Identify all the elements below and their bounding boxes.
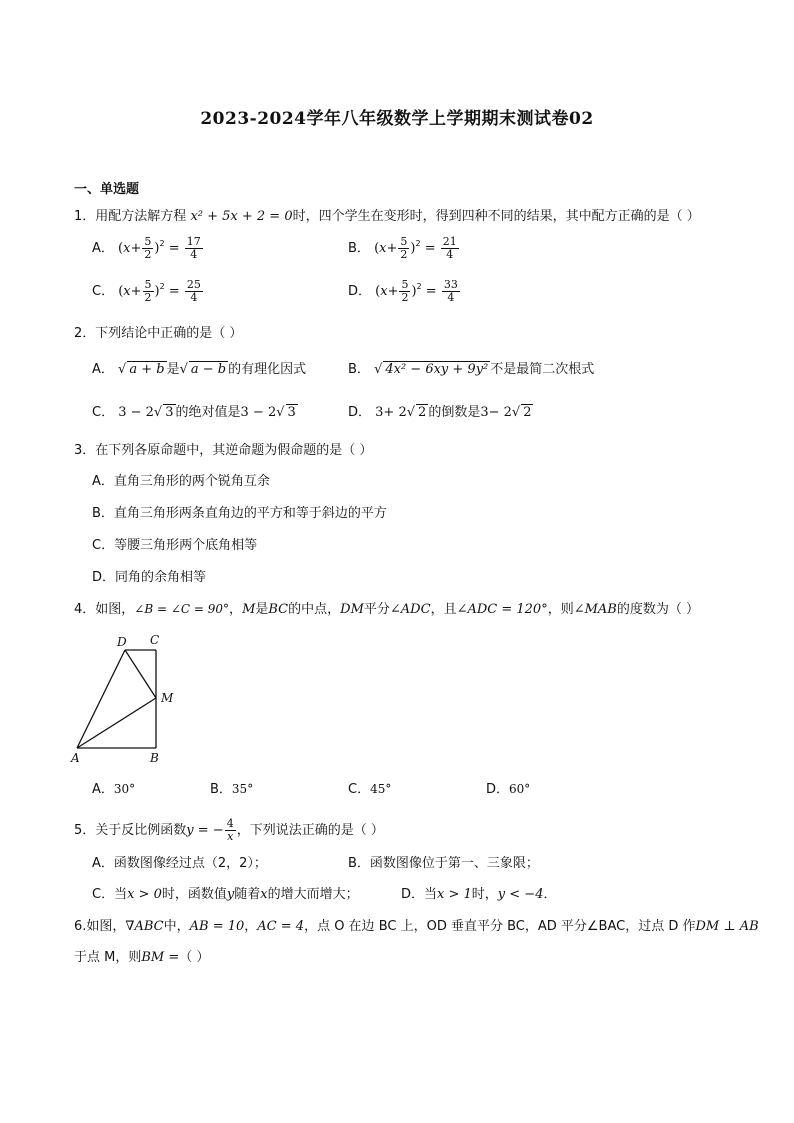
question-4-option-c[interactable]: C．45° <box>348 782 392 797</box>
fraction: $\frac{21}{4}$ <box>442 235 457 261</box>
fraction: $\frac{5}{2}$ <box>144 278 152 304</box>
segment-dm <box>125 650 156 698</box>
question-5-stem: 5．关于反比例函数y = − $\frac{4}{x}$ ，下列说法正确的是（ ） <box>74 817 384 843</box>
option-label: C． <box>92 284 115 299</box>
stem-text: 下列结论中正确的是（ ） <box>95 326 243 341</box>
question-3-option-b[interactable]: B．直角三角形两条直角边的平方和等于斜边的平方 <box>92 506 387 521</box>
radicand: a − b <box>190 362 227 377</box>
question-4-option-b[interactable]: B．35° <box>210 782 254 797</box>
question-2-option-b[interactable]: B． √ 4x² − 6xy + 9y² 不是最简二次根式 <box>348 362 595 377</box>
question-3-option-a[interactable]: A．直角三角形的两个锐角互余 <box>92 474 270 489</box>
stem-text: 时，四个学生在变形时，得到四种不同的结果，其中配方正确的是（ ） <box>292 209 700 224</box>
fraction: $\frac{5}{2}$ <box>400 235 408 261</box>
label-d: D <box>117 635 127 649</box>
question-4-option-a[interactable]: A．30° <box>92 782 136 797</box>
fraction: $\frac{4}{x}$ <box>226 817 234 843</box>
question-4-option-d[interactable]: D．60° <box>486 782 531 797</box>
question-6-stem-line-1: 6.如图，∇ABC中，AB = 10，AC = 4，点 O 在边 BC 上，OD 垂直平分 BC，AD 平分∠BAC，过点 D 作DM ⊥ AB <box>74 919 759 934</box>
question-number: 4． <box>74 602 96 617</box>
label-a: A <box>71 751 80 765</box>
question-4-stem: 4．如图，∠B = ∠C = 90°，M是BC的中点，DM平分∠ADC，且∠ADC = 120°，则∠MAB的度数为（ ） <box>74 602 700 617</box>
question-3-stem <box>74 442 372 460</box>
stem-text: 用配方法解方程 <box>95 209 187 224</box>
option-label: A． <box>92 362 114 377</box>
fraction: $\frac{5}{2}$ <box>144 235 152 261</box>
section-heading: 一、单选题 <box>74 182 140 197</box>
option-label: A． <box>92 241 114 256</box>
question-number: 3． <box>74 443 96 458</box>
page-title: 2023-2024学年八年级数学上学期期末测试卷02 <box>200 109 594 129</box>
question-2-option-a[interactable]: A． √ a + b 是√ a − b 的有理化因式 <box>92 362 307 377</box>
fraction: $\frac{17}{4}$ <box>186 235 201 261</box>
question-2-stem <box>74 325 242 343</box>
option-label: C． <box>92 405 115 420</box>
option-label: D． <box>348 405 372 420</box>
label-c: C <box>150 633 160 647</box>
question-3-option-d[interactable]: D．同角的余角相等 <box>92 570 207 585</box>
question-number: 1． <box>74 209 96 224</box>
question-1-stem <box>74 208 700 226</box>
question-number: 2． <box>74 326 96 341</box>
label-b: B <box>150 751 159 765</box>
question-5-option-b[interactable]: B．函数图像位于第一、三象限； <box>348 856 539 871</box>
label-m: M <box>161 691 174 705</box>
radicand: a + b <box>129 362 165 377</box>
option-label: D． <box>348 284 372 299</box>
question-5-option-a[interactable]: A．函数图像经过点（2，2）； <box>92 856 267 871</box>
equation: x² + 5x + 2 = 0 <box>190 209 293 224</box>
question-1-option-c[interactable]: C． (x+ $\frac{5}{2}$ )$^2$ = $\frac{25}{4}$ <box>92 278 201 304</box>
fraction: $\frac{25}{4}$ <box>186 278 201 304</box>
question-5-option-d[interactable]: D．当x > 1时，y < −4． <box>401 887 557 902</box>
question-3-option-c[interactable]: C．等腰三角形两个底角相等 <box>92 538 258 553</box>
question-1-option-b[interactable]: B． (x+ $\frac{5}{2}$ )$^2$ = $\frac{21}{4}$ <box>348 235 457 261</box>
question-2-option-c[interactable]: C． 3 − 2√ 3 的绝对值是3 − 2√ 3 <box>92 405 296 420</box>
question-number: 5． <box>74 823 96 838</box>
stem-text: 在下列各原命题中，其逆命题为假命题的是（ ） <box>95 443 373 458</box>
fraction: $\frac{33}{4}$ <box>443 278 458 304</box>
question-2-option-d[interactable]: D． 3+ 2√ 2 的倒数是3− 2√ 2 <box>348 405 532 420</box>
question-4-figure <box>64 628 194 768</box>
fraction: $\frac{5}{2}$ <box>401 278 409 304</box>
question-5-option-c[interactable]: C．当x > 0时，函数值y随着x的增大而增大； <box>92 887 359 902</box>
question-6-stem-line-2: 于点 M，则BM =（ ） <box>74 950 210 965</box>
question-1-option-a[interactable]: A． (x+ $\frac{5}{2}$ )$^2$ = $\frac{17}{4}$ <box>92 235 201 261</box>
question-1-option-d[interactable]: D． (x+ $\frac{5}{2}$ )$^2$ = $\frac{33}{4}$ <box>348 278 458 304</box>
option-label: B． <box>348 241 370 256</box>
option-label: B． <box>348 362 370 377</box>
radicand: 4x² − 6xy + 9y² <box>385 362 489 377</box>
